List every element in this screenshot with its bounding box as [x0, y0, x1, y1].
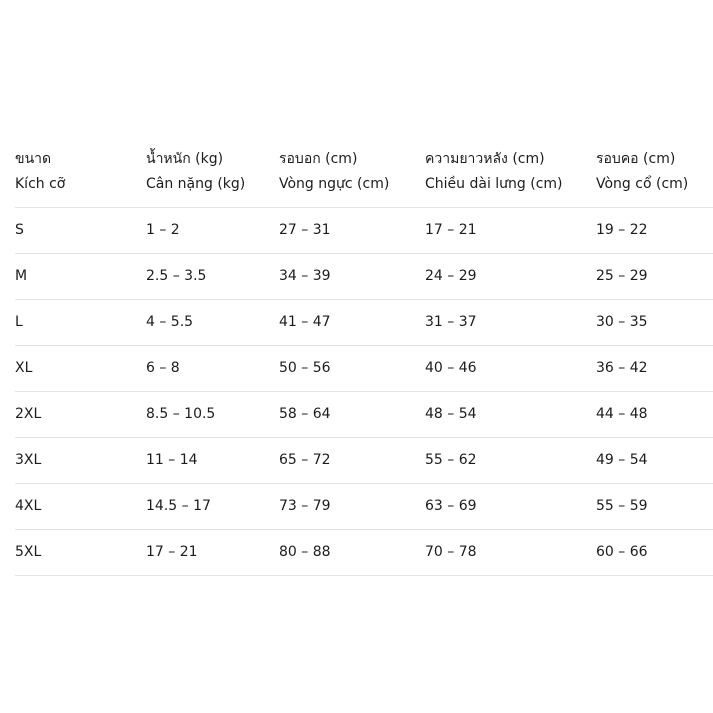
cell-neck: 25 – 29: [596, 268, 648, 284]
cell-chest: 65 – 72: [279, 452, 331, 468]
cell-size: XL: [15, 360, 33, 376]
cell-size: L: [15, 314, 23, 330]
table-row: [15, 346, 713, 392]
header-neck: [596, 147, 688, 197]
cell-neck: 55 – 59: [596, 498, 648, 514]
header-label-thai: ความยาวหลัง (cm): [425, 151, 545, 167]
cell-chest: 41 – 47: [279, 314, 331, 330]
cell-back-length: 63 – 69: [425, 498, 477, 514]
header-label-viet: Cân nặng (kg): [146, 176, 246, 192]
cell-neck: 36 – 42: [596, 360, 648, 376]
cell-back-length: 17 – 21: [425, 222, 477, 238]
size-chart-table: [15, 147, 713, 576]
cell-chest: 80 – 88: [279, 544, 331, 560]
cell-chest: 58 – 64: [279, 406, 331, 422]
cell-weight: 11 – 14: [146, 452, 198, 468]
cell-weight: 4 – 5.5: [146, 314, 194, 330]
cell-weight: 2.5 – 3.5: [146, 268, 207, 284]
table-header-row: [15, 147, 713, 208]
table-row: [15, 254, 713, 300]
header-label-thai: รอบคอ (cm): [596, 151, 676, 167]
cell-neck: 19 – 22: [596, 222, 648, 238]
table-body: [15, 208, 713, 576]
header-label-viet: Vòng cổ (cm): [596, 176, 689, 192]
header-label-thai: ขนาด: [15, 151, 52, 167]
cell-weight: 17 – 21: [146, 544, 198, 560]
cell-weight: 8.5 – 10.5: [146, 406, 216, 422]
cell-size: 3XL: [15, 452, 42, 468]
cell-weight: 14.5 – 17: [146, 498, 211, 514]
cell-back-length: 40 – 46: [425, 360, 477, 376]
cell-back-length: 48 – 54: [425, 406, 477, 422]
cell-size: 2XL: [15, 406, 42, 422]
cell-back-length: 24 – 29: [425, 268, 477, 284]
table-row: [15, 208, 713, 254]
cell-back-length: 55 – 62: [425, 452, 477, 468]
header-chest: [279, 147, 389, 197]
cell-weight: 6 – 8: [146, 360, 180, 376]
table-row: [15, 484, 713, 530]
cell-size: M: [15, 268, 28, 284]
header-size: [15, 147, 65, 197]
cell-size: 5XL: [15, 544, 42, 560]
cell-neck: 49 – 54: [596, 452, 648, 468]
cell-neck: 60 – 66: [596, 544, 648, 560]
header-label-thai: รอบอก (cm): [279, 151, 358, 167]
table-row: [15, 530, 713, 576]
cell-size: S: [15, 222, 24, 238]
header-label-viet: Chiều dài lưng (cm): [425, 176, 563, 192]
header-label-viet: Kích cỡ: [15, 176, 66, 192]
cell-size: 4XL: [15, 498, 42, 514]
cell-chest: 73 – 79: [279, 498, 331, 514]
header-back-length: [425, 147, 563, 197]
header-label-thai: น้ำหนัก (kg): [146, 151, 224, 167]
table-row: [15, 392, 713, 438]
cell-neck: 44 – 48: [596, 406, 648, 422]
cell-back-length: 70 – 78: [425, 544, 477, 560]
header-label-viet: Vòng ngực (cm): [279, 176, 390, 192]
table-row: [15, 438, 713, 484]
cell-neck: 30 – 35: [596, 314, 648, 330]
cell-chest: 34 – 39: [279, 268, 331, 284]
header-weight: [146, 147, 245, 197]
cell-weight: 1 – 2: [146, 222, 180, 238]
cell-chest: 50 – 56: [279, 360, 331, 376]
cell-chest: 27 – 31: [279, 222, 331, 238]
cell-back-length: 31 – 37: [425, 314, 477, 330]
table-row: [15, 300, 713, 346]
